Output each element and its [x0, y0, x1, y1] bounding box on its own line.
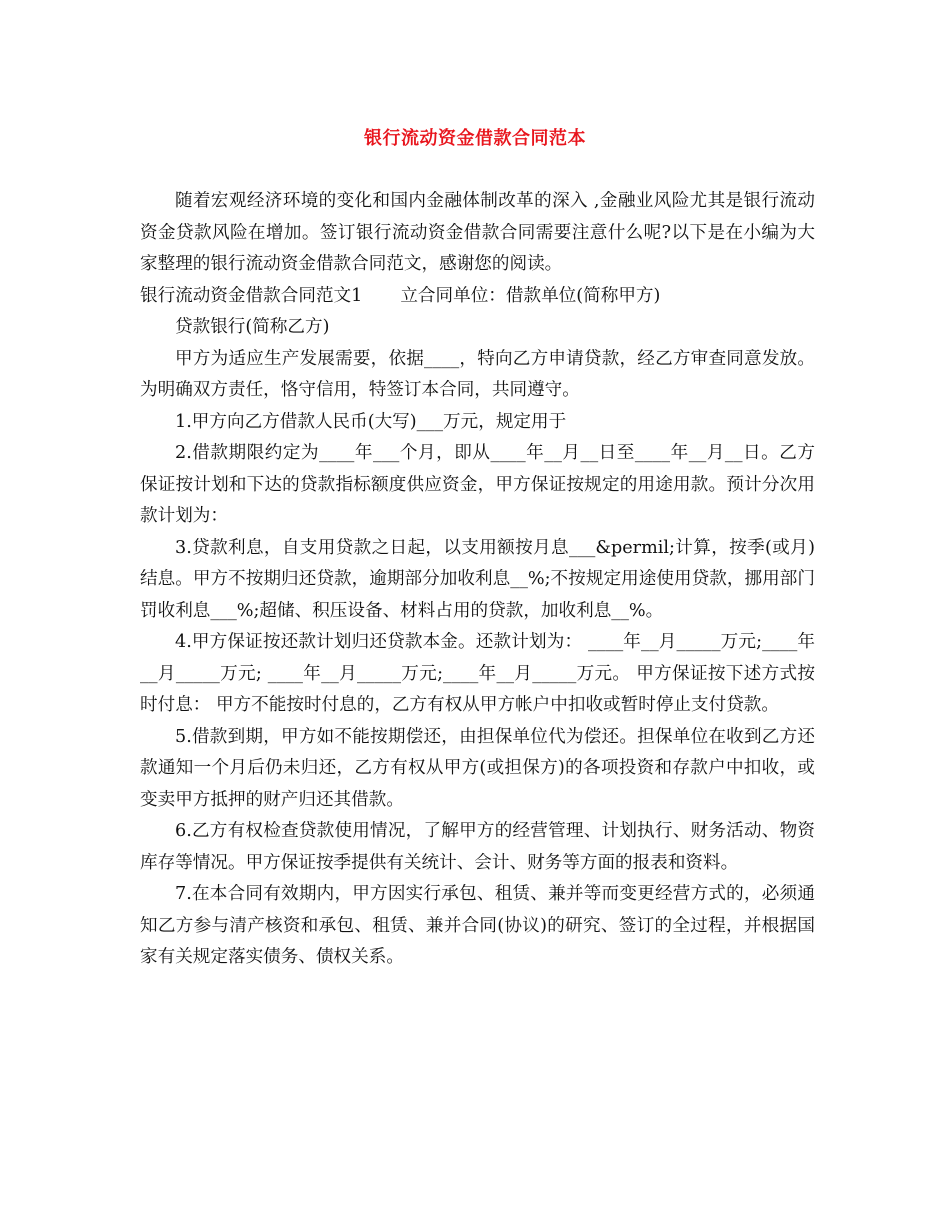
section-heading: 银行流动资金借款合同范文1 — [140, 285, 363, 306]
paragraph-clause-5: 5.借款到期，甲方如不能按期偿还，由担保单位代为偿还。担保单位在收到乙方还款通知一个月后仍未归还，乙方有权从甲方(或担保方)的各项投资和存款户中扣收，或变卖甲方抵押的财产归还其借款。 — [140, 726, 815, 810]
paragraph-heading-line — [140, 281, 815, 313]
paragraph-clause-1: 1.甲方向乙方借款人民币(大写)___万元，规定用于 — [175, 411, 567, 432]
paragraph-lender: 贷款银行(简称乙方) — [175, 317, 330, 337]
paragraph-clause-3: 3.贷款利息，自支用贷款之日起，以支用额按月息___&permil;计算，按季(或月)结息。甲方不按期归还贷款，逾期部分加收利息__%;不按规定用途使用贷款，挪用部门罚收利息___%;超储、积压设备、材料占用的贷款，加收利息__%。 — [140, 537, 815, 621]
contract-parties-line: 立合同单位：借款单位(简称甲方) — [400, 285, 661, 306]
paragraph-clause-7: 7.在本合同有效期内，甲方因实行承包、租赁、兼并等而变更经营方式的，必须通知乙方参与清产核资和承包、租赁、兼并合同(协议)的研究、签订的全过程，并根据国家有关规定落实债务、债权关系。 — [140, 884, 815, 967]
paragraph-clause-6: 6.乙方有权检查贷款使用情况，了解甲方的经营管理、计划执行、财务活动、物资库存等情况。甲方保证按季提供有关统计、会计、财务等方面的报表和资料。 — [140, 821, 815, 873]
paragraph-clause-2: 2.借款期限约定为____年___个月，即从____年__月__日至____年__月__日。乙方保证按计划和下达的贷款指标额度供应资金，甲方保证按规定的用途用款。预计分次用款计划为： — [140, 443, 815, 526]
paragraph-preamble: 甲方为适应生产发展需要，依据____，特向乙方申请贷款，经乙方审查同意发放。为明确双方责任，恪守信用，特签订本合同，共同遵守。 — [140, 348, 815, 400]
document-body — [140, 186, 815, 974]
paragraph-intro: 随着宏观经济环境的变化和国内金融体制改革的深入 ,金融业风险尤其是银行流动资金贷款风险在增加。签订银行流动资金借款合同需要注意什么呢?以下是在小编为大家整理的银行流动资金借款合同范文，感谢您的阅读。 — [140, 191, 815, 274]
document-title: 银行流动资金借款合同范本 — [364, 128, 586, 149]
paragraph-clause-4: 4.甲方保证按还款计划归还贷款本金。还款计划为： ____年__月_____万元;____年__月_____万元; ____年__月_____万元;____年__月_____万元。 甲方保证按下述方式按时付息： 甲方不能按时付息的，乙方有权从甲方帐户中扣收或暂时停止支付贷款。 — [140, 632, 815, 715]
